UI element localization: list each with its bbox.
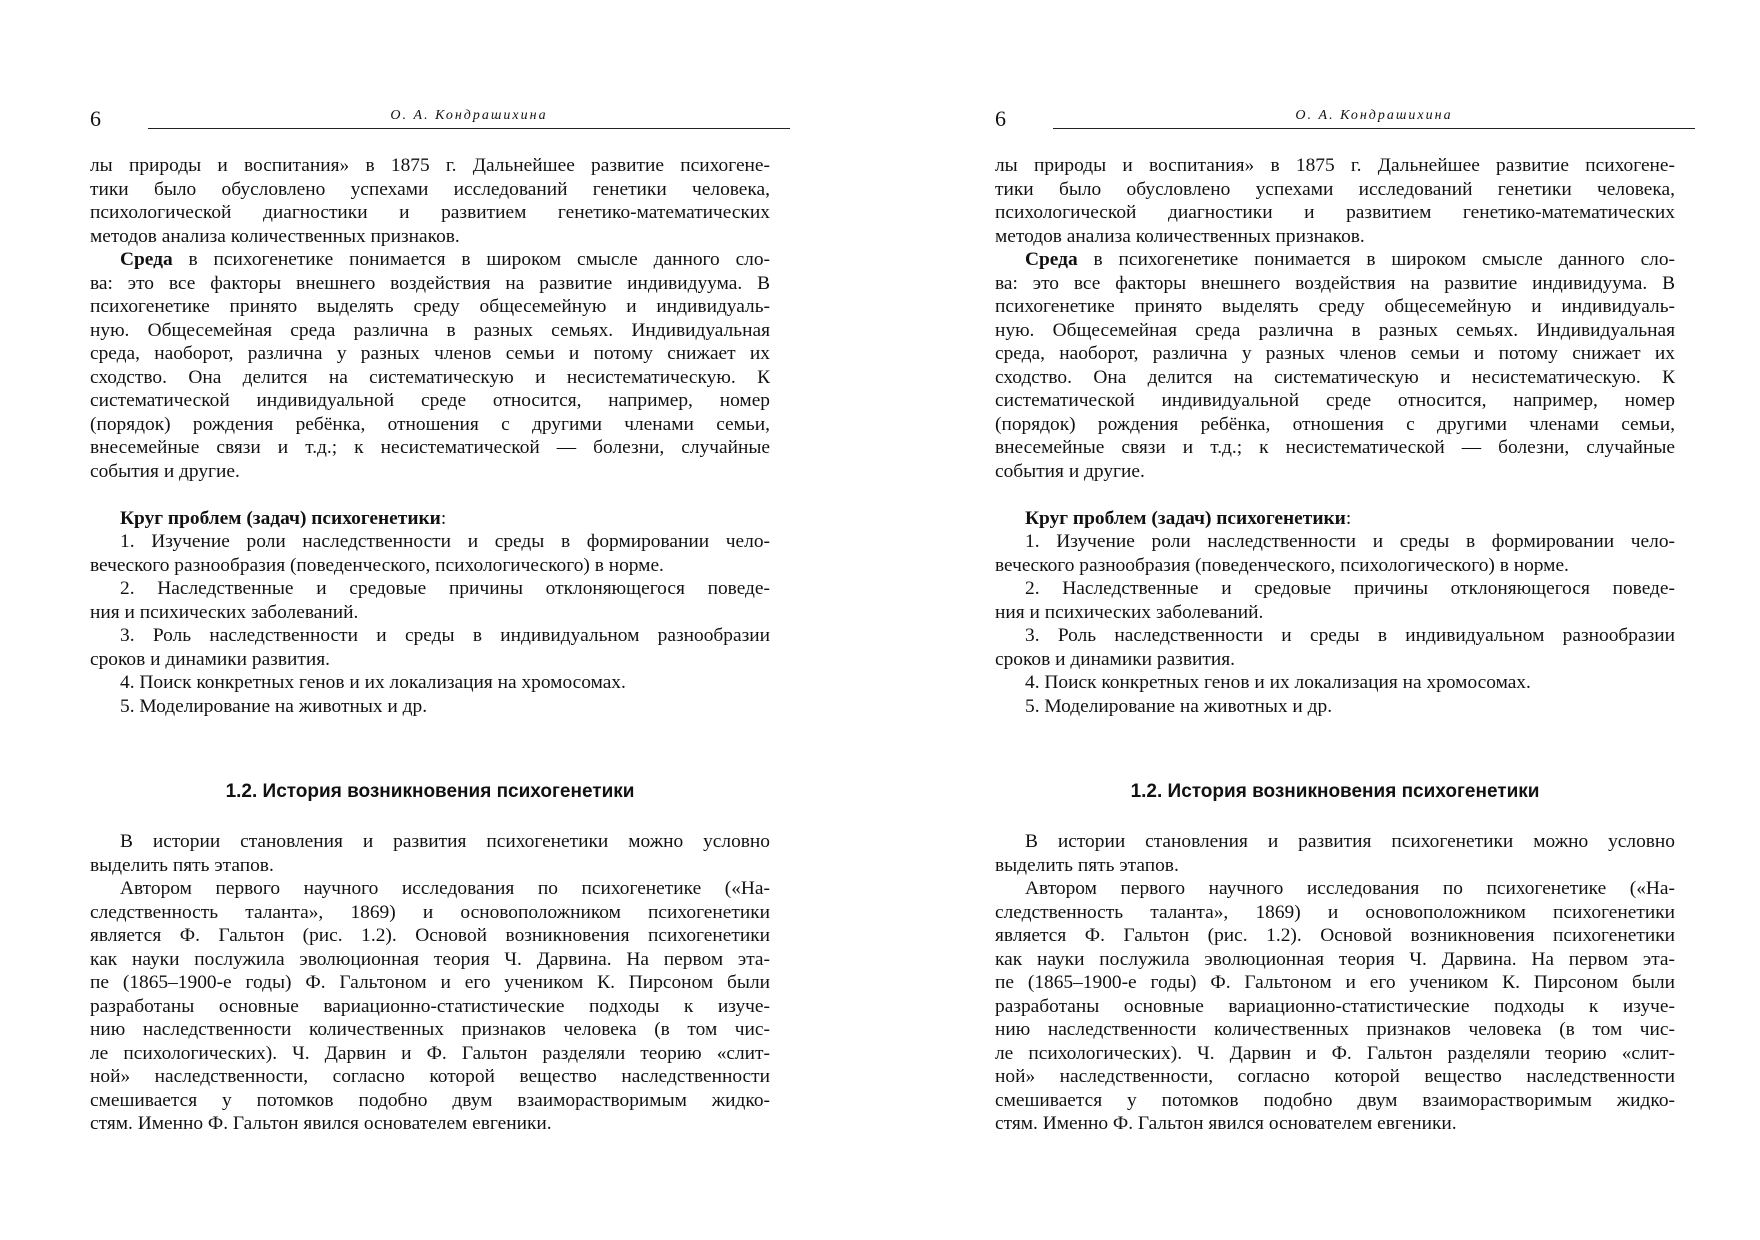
text-line: лы природы и воспитания» в 1875 г. Дальнейшее развитие психогене- bbox=[995, 155, 1675, 176]
text-line: следственность таланта», 1869) и основоположником психогенетики bbox=[90, 901, 770, 923]
text-line: нию наследственности количественных признаков человека (в том чис- bbox=[995, 1019, 1675, 1040]
running-head-author: О. А. Кондрашихина bbox=[1295, 108, 1453, 123]
text-line: события и другие. bbox=[995, 460, 1145, 482]
text-line: психологической диагностики и развитием генетико-математических bbox=[90, 202, 770, 223]
header-rule bbox=[1053, 128, 1695, 129]
term-sreda: Среда bbox=[120, 249, 173, 270]
problem-item: сроков и динамики развития. bbox=[90, 648, 330, 670]
problem-item: 2. Наследственные и средовые причины отклоняющегося поведе- bbox=[120, 578, 770, 599]
text-line: пе (1865–1900-е годы) Ф. Гальтоном и его учеником К. Пирсоном были bbox=[90, 972, 770, 993]
problem-item: ния и психических заболеваний. bbox=[90, 601, 359, 623]
problems-title-colon: : bbox=[1345, 507, 1352, 529]
text-line: события и другие. bbox=[90, 460, 240, 482]
text-line: психологической диагностики и развитием генетико-математических bbox=[995, 202, 1675, 223]
problems-title bbox=[90, 507, 770, 531]
problem-item: 3. Роль наследственности и среды в индивидуальном разнообразии bbox=[1025, 625, 1675, 646]
term-sreda: Среда bbox=[1025, 249, 1078, 270]
text-line: ле психологических). Ч. Дарвин и Ф. Гальтон разделяли теорию «слит- bbox=[90, 1042, 770, 1064]
text-line: (порядок) рождения ребёнка, отношения с другими членами семьи, bbox=[90, 413, 770, 435]
text-line: разработаны основные вариационно-статистические подходы к изуче- bbox=[90, 995, 770, 1017]
section-heading: 1.2. История возникновения психогенетики bbox=[1130, 781, 1540, 802]
problem-item: сроков и динамики развития. bbox=[995, 648, 1235, 670]
text-line: среда, наоборот, различна у разных членов семьи и потому снижает их bbox=[90, 343, 770, 364]
problem-item: ния и психических заболеваний. bbox=[995, 601, 1264, 623]
problem-item: 1. Изучение роли наследственности и среды в формировании чело- bbox=[120, 531, 770, 552]
text-line: В истории становления и развития психогенетики можно условно bbox=[120, 831, 770, 852]
problem-item: 3. Роль наследственности и среды в индивидуальном разнообразии bbox=[120, 625, 770, 646]
header-rule bbox=[148, 128, 790, 129]
text-line: сходство. Она делится на систематическую и несистематическую. К bbox=[995, 366, 1675, 388]
spacer bbox=[995, 804, 1675, 830]
problems-title bbox=[995, 507, 1675, 531]
text-line: выделить пять этапов. bbox=[995, 854, 1179, 876]
text-line: разработаны основные вариационно-статистические подходы к изуче- bbox=[995, 995, 1675, 1017]
running-head-author: О. А. Кондрашихина bbox=[390, 108, 548, 123]
spacer bbox=[90, 718, 770, 780]
text-line: является Ф. Гальтон (рис. 1.2). Основой возникновения психогенетики bbox=[90, 925, 770, 946]
text-line: пе (1865–1900-е годы) Ф. Гальтоном и его учеником К. Пирсоном были bbox=[995, 972, 1675, 993]
page-body bbox=[90, 154, 770, 1136]
text-line: как науки послужила эволюционная теория Ч. Дарвина. На первом эта- bbox=[90, 948, 770, 970]
text-line: внесемейные связи и т.д.; к несистематической — болезни, случайные bbox=[995, 437, 1675, 458]
text-line: Автором первого научного исследования по психогенетике («На- bbox=[120, 878, 770, 899]
text-line: психогенетике принято выделять среду общесемейную и индивидуаль- bbox=[995, 296, 1675, 317]
spacer bbox=[995, 718, 1675, 780]
problem-item: 4. Поиск конкретных генов и их локализация на хромосомах. bbox=[120, 672, 626, 693]
spacer bbox=[90, 483, 770, 507]
problem-item: 4. Поиск конкретных генов и их локализация на хромосомах. bbox=[1025, 672, 1531, 693]
problem-item: 1. Изучение роли наследственности и среды в формировании чело- bbox=[1025, 531, 1675, 552]
problem-item: вечеcкого разнообразия (поведенческого, психологического) в норме. bbox=[995, 554, 1569, 576]
text-line: методов анализа количественных признаков. bbox=[995, 225, 1365, 247]
text-line: нию наследственности количественных признаков человека (в том чис- bbox=[90, 1019, 770, 1040]
text-line: ва: это все факторы внешнего воздействия на развитие индивидуума. В bbox=[995, 272, 1675, 294]
text-line bbox=[90, 248, 770, 272]
spacer bbox=[995, 483, 1675, 507]
text-line: лы природы и воспитания» в 1875 г. Дальнейшее развитие психогене- bbox=[90, 155, 770, 176]
text-line: среда, наоборот, различна у разных членов семьи и потому снижает их bbox=[995, 343, 1675, 364]
text-line: Автором первого научного исследования по психогенетике («На- bbox=[1025, 878, 1675, 899]
running-head bbox=[995, 104, 1695, 134]
problem-item: 5. Моделирование на животных и др. bbox=[1025, 695, 1333, 717]
text-line: смешивается у потомков подобно двум взаиморастворимым жидко- bbox=[90, 1089, 770, 1111]
spacer bbox=[90, 804, 770, 830]
text-line: ле психологических). Ч. Дарвин и Ф. Гальтон разделяли теорию «слит- bbox=[995, 1042, 1675, 1064]
sreda-definition: в психогенетике понимается в широком смысле данного сло- bbox=[1077, 249, 1675, 270]
text-line: выделить пять этапов. bbox=[90, 854, 274, 876]
text-line: методов анализа количественных признаков. bbox=[90, 225, 460, 247]
left-page bbox=[90, 0, 790, 1240]
text-line: является Ф. Гальтон (рис. 1.2). Основой возникновения психогенетики bbox=[995, 925, 1675, 946]
problems-title-bold: Круг проблем (задач) психогенетики bbox=[120, 507, 441, 529]
text-line: В истории становления и развития психогенетики можно условно bbox=[1025, 831, 1675, 852]
text-line: систематической индивидуальной среде относится, например, номер bbox=[995, 390, 1675, 411]
text-line: ной» наследственности, согласно которой вещество наследственности bbox=[995, 1066, 1675, 1087]
problems-title-bold: Круг проблем (задач) психогенетики bbox=[1025, 507, 1346, 529]
page-number: 6 bbox=[995, 106, 1006, 131]
text-line: стям. Именно Ф. Гальтон явился основателем евгеники. bbox=[995, 1113, 1457, 1134]
text-line: ва: это все факторы внешнего воздействия на развитие индивидуума. В bbox=[90, 272, 770, 294]
text-line: (порядок) рождения ребёнка, отношения с другими членами семьи, bbox=[995, 413, 1675, 435]
text-line: следственность таланта», 1869) и основоположником психогенетики bbox=[995, 901, 1675, 923]
text-line: сходство. Она делится на систематическую и несистематическую. К bbox=[90, 366, 770, 388]
text-line: смешивается у потомков подобно двум взаиморастворимым жидко- bbox=[995, 1089, 1675, 1111]
text-line: психогенетике принято выделять среду общесемейную и индивидуаль- bbox=[90, 296, 770, 317]
problem-item: 5. Моделирование на животных и др. bbox=[120, 695, 428, 717]
text-line: систематической индивидуальной среде относится, например, номер bbox=[90, 390, 770, 411]
problem-item: 2. Наследственные и средовые причины отклоняющегося поведе- bbox=[1025, 578, 1675, 599]
right-page bbox=[995, 0, 1695, 1240]
text-line: тики было обусловлено успехами исследований генетики человека, bbox=[90, 178, 770, 200]
text-line: внесемейные связи и т.д.; к несистематической — болезни, случайные bbox=[90, 437, 770, 458]
text-line: как науки послужила эволюционная теория Ч. Дарвина. На первом эта- bbox=[995, 948, 1675, 970]
sreda-definition: в психогенетике понимается в широком смысле данного сло- bbox=[172, 249, 770, 270]
running-head bbox=[90, 104, 790, 134]
text-line: ную. Общесемейная среда различна в разных семьях. Индивидуальная bbox=[995, 319, 1675, 341]
text-line: ной» наследственности, согласно которой вещество наследственности bbox=[90, 1066, 770, 1087]
text-line bbox=[995, 248, 1675, 272]
problem-item: вечеcкого разнообразия (поведенческого, психологического) в норме. bbox=[90, 554, 664, 576]
section-heading: 1.2. История возникновения психогенетики bbox=[225, 781, 635, 802]
text-line: тики было обусловлено успехами исследований генетики человека, bbox=[995, 178, 1675, 200]
page-body bbox=[995, 154, 1675, 1136]
text-line: стям. Именно Ф. Гальтон явился основателем евгеники. bbox=[90, 1113, 552, 1134]
page-number: 6 bbox=[90, 106, 101, 131]
text-line: ную. Общесемейная среда различна в разных семьях. Индивидуальная bbox=[90, 319, 770, 341]
problems-title-colon: : bbox=[440, 507, 447, 529]
